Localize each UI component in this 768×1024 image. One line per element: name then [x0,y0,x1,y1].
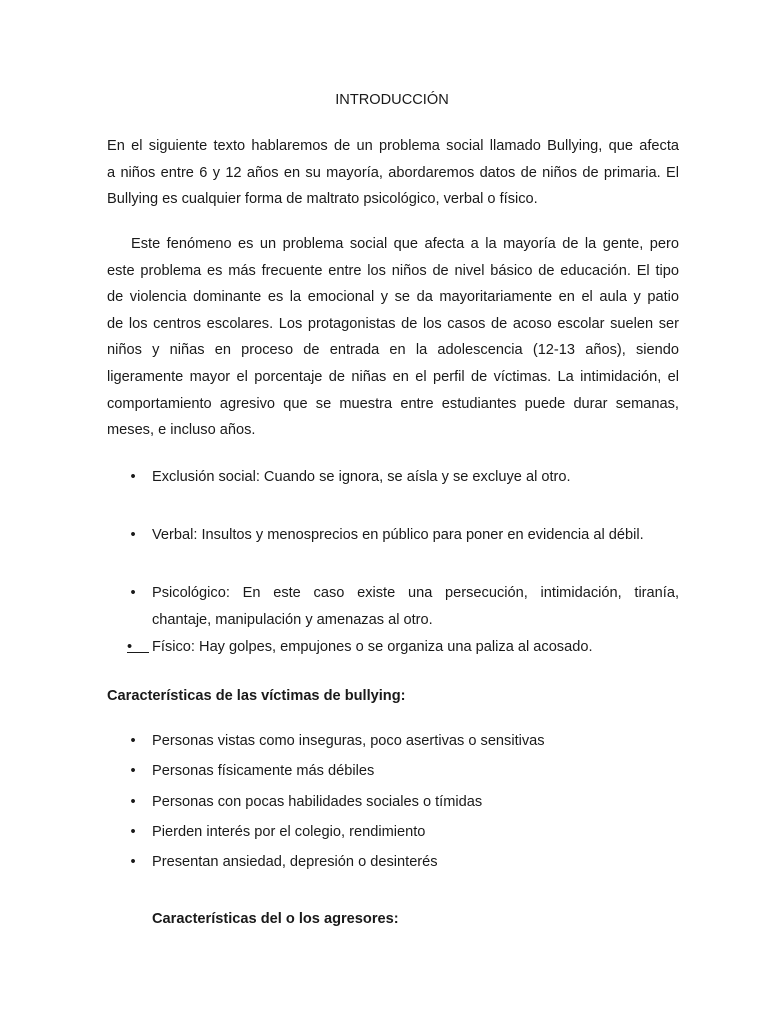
list-item [130,464,679,491]
paragraph-line: Bullying es cualquier forma de maltrato psicológico, verbal o físico. [107,191,538,208]
list-item-text: Verbal: Insultos y menosprecios en público para poner en evidencia al débil. [152,527,644,543]
page-title: INTRODUCCIÓN [335,92,449,108]
bullet-icon: • [130,763,136,779]
bullet-icon [127,634,149,653]
bullet-symbol: • [127,639,133,655]
paragraph-line: de los centros escolares. Los protagonistas de los casos de acoso escolar suelen ser [107,315,679,332]
list-item [130,761,679,781]
paragraph-line: meses, e incluso años. [107,422,256,439]
list-item [130,792,679,812]
list-item-text: Personas vistas como inseguras, poco asertivas o sensitivas [152,733,545,749]
paragraph-line: a niños entre 6 y 12 años en su mayoría, abordaremos datos de niños de primaria. El [107,164,679,181]
paragraph-line: este problema es más frecuente entre los niños de nivel básico de educación. El tipo [107,262,679,279]
bullet-icon: • [130,585,136,601]
list-item-text: Psicológico: En este caso existe una persecución, intimidación, tiranía, [152,585,679,601]
section-heading-victims: Características de las víctimas de bullying: [107,688,406,704]
list-item [130,852,679,872]
paragraph-line: comportamiento agresivo que se muestra entre estudiantes puede durar semanas, [107,395,679,412]
list-item-text: Exclusión social: Cuando se ignora, se aísla y se excluye al otro. [152,469,571,485]
list-item [130,822,679,842]
list-item-text: Físico: Hay golpes, empujones o se organiza una paliza al acosado. [152,639,593,655]
list-item [130,731,679,751]
paragraph-intro [107,133,679,213]
list-item-text: chantaje, manipulación y amenazas al otro. [152,611,433,628]
list-item-text: Pierden interés por el colegio, rendimiento [152,824,426,840]
bullet-icon: • [130,794,136,810]
section-heading-aggressors: Características del o los agresores: [152,911,399,927]
paragraph-line: de violencia dominante es la emocional y se da mayoritariamente en el aula y patio [107,289,679,306]
list-item-text: Presentan ansiedad, depresión o desinterés [152,854,438,870]
bullet-icon: • [130,527,136,543]
paragraph-line: En el siguiente texto hablaremos de un problema social llamado Bullying, que afecta [107,138,679,154]
list-item [127,634,679,661]
paragraph-line: niños y niñas en proceso de entrada en la adolescencia (12-13 años), siendo [107,342,679,359]
list-item [130,522,679,549]
bullet-icon: • [130,469,136,485]
paragraph-line: Este fenómeno es un problema social que afecta a la mayoría de la gente, pero [131,236,679,252]
list-item [130,580,679,633]
bullet-icon: • [130,854,136,870]
bullet-icon: • [130,824,136,840]
list-item-text: Personas con pocas habilidades sociales o tímidas [152,794,483,810]
list-item-text: Personas físicamente más débiles [152,763,375,779]
paragraph-phenomenon [107,231,679,444]
bullet-icon: • [130,733,136,749]
paragraph-line: ligeramente mayor el porcentaje de niñas en el perfil de víctimas. La intimidación, el [107,368,679,385]
